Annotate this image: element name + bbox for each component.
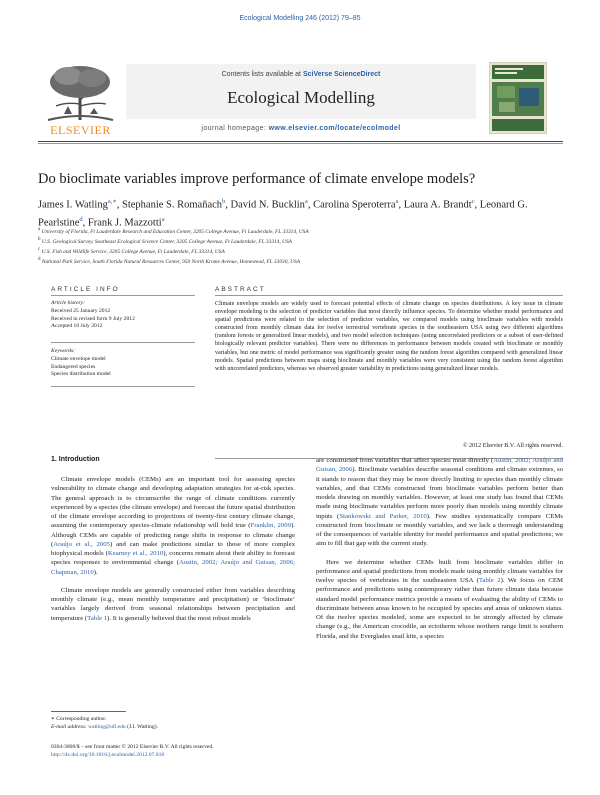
- divider: [51, 386, 195, 387]
- author-name[interactable]: Frank J. Mazzotti: [87, 217, 162, 228]
- copyright-notice: © 2012 Elsevier B.V. All rights reserved.: [462, 443, 563, 449]
- author-affiliation-marker[interactable]: a: [304, 198, 308, 205]
- body-column-right: [316, 456, 563, 641]
- author-affiliation-marker[interactable]: a: [395, 198, 399, 205]
- body-paragraph: Climate envelope models are generally constructed either from variables describing monthly climate (e.g., mean monthly temperature and precipitation) or ‘bioclimate’ variables largely derived from seasonal relationships between precipitation and temperature (Table 1). It is generally believed that the most robust models: [51, 586, 295, 622]
- citation-link[interactable]: Franklin, 2009: [250, 522, 292, 530]
- header-rule-thin: [38, 143, 563, 144]
- article-title: Do bioclimate variables improve performance of climate envelope models?: [38, 171, 476, 187]
- keywords-label: Keywords:: [51, 348, 76, 354]
- affiliation-text: U.S. Fish and Wildlife Service, 3205 College Avenue, Ft Lauderdale, FL 33314, USA: [41, 248, 225, 255]
- keywords: [51, 348, 195, 379]
- article-history: [51, 300, 195, 331]
- affiliation-marker: c: [38, 247, 41, 253]
- header-rule: [38, 141, 563, 142]
- abstract-text: Climate envelope models are widely used to forecast potential effects of climate change on species distributions. A key issue in climate envelope modeling is the selection of predictor variables that most directly influence species. To determine whether model performance and spatial predictions were related to the selection of predictor variables, we compared models using bioclimate variables with models constructed from monthly climate data for twelve terrestrial vertebrate species in the southeastern USA using two different algorithms (random forests or generalized linear models), and two model selection techniques (using uncorrelated predictors or a subset of user-defined biologically relevant predictor variables). There were no differences in performance between models created with bioclimate or monthly variables, but one metric of model performance was significantly greater using the random forest algorithm compared with generalized linear models. Spatial predictions between maps using bioclimate and monthly variables were very consistent using the random forest algorithm with uncorrelated predictors, whereas we observed greater variability in predictions using generalized linear models.: [215, 301, 563, 372]
- homepage-line: [126, 125, 476, 132]
- elsevier-wordmark: ELSEVIER: [50, 123, 111, 137]
- email-line: [51, 723, 295, 731]
- author-affiliation-marker[interactable]: a: [161, 215, 165, 223]
- contents-line: [126, 71, 476, 78]
- affiliation-list: [38, 226, 558, 266]
- affiliation-item: [38, 236, 558, 246]
- citation-link[interactable]: Stankowski and Parker, 2010: [339, 512, 427, 520]
- citation-link[interactable]: Araújo et al., 2005: [53, 540, 111, 548]
- body-paragraph: Climate envelope models (CEMs) are an important tool for assessing species vulnerability to climate change and developing adaptation strategies for at-risk species. The general approach is to circumscribe the range of climate conditions currently experienced by a species (the climate envelope) and forecast the future spatial distribution of the climate envelope according to projections of twenty-first century climate change, assuming the contemporary species-climate relationship will hold true (Franklin, 2009). Although CEMs are capable of predicting range shifts in response to climate change (Araújo et al., 2005) and can make predictions similar to those of more complex biophysical models (Kearney et al., 2010), concerns remain about their ability to forecast species responses to environmental change (Austin, 2002; Araújo and Guisan, 2006; Chapman, 2010).: [51, 476, 295, 576]
- affiliation-marker: a: [38, 227, 41, 232]
- email-label: E-mail address:: [51, 724, 87, 730]
- doi-link[interactable]: http://dx.doi.org/10.1016/j.ecolmodel.2012.07.018: [51, 752, 165, 758]
- author-name[interactable]: Stephanie S. Romañach: [122, 199, 223, 211]
- footnote-rule: [51, 711, 126, 712]
- footnote: [51, 715, 295, 731]
- author-affiliation-marker[interactable]: b: [222, 198, 226, 205]
- author-affiliation-marker[interactable]: a,∗: [107, 198, 117, 205]
- body-column-left: [51, 475, 295, 623]
- divider: [51, 295, 195, 296]
- author-affiliation-marker[interactable]: d: [79, 215, 83, 223]
- corresponding-author-note: ∗ Corresponding author.: [51, 716, 107, 722]
- homepage-prefix: journal homepage:: [201, 125, 267, 132]
- author-list: James I. Watling$^{a,∗}$, Stephanie S. Romañach$^b$, David N. Bucklin$^a$, Carolina Speroterra$^a$, Laura A. Brandt$^c$, Leonard G. Pearlstine$^d$, Frank J. Mazzotti$^a$: [38, 198, 528, 228]
- divider: [215, 295, 563, 296]
- divider: [51, 342, 195, 343]
- affiliation-item: [38, 246, 558, 256]
- history-accepted: Accepted 10 July 2012: [51, 323, 103, 330]
- keyword-item: Endangered species: [51, 363, 96, 370]
- journal-title: Ecological Modelling: [227, 88, 375, 107]
- email-suffix: (J.I. Watling).: [127, 724, 158, 730]
- affiliation-marker: d: [38, 257, 41, 263]
- body-paragraph: are constructed from variables that affect species most directly (Austin, 2002; Araújo and Guisan, 2006). Bioclimate variables describe seasonal conditions and climate extremes, so it stands to reason that they may be more directly limiting to species than monthly climate variables, and that CEMs constructed from bioclimate variables perform better than models drawing on monthly variables. However, at least one study has found that CEMs made using bioclimate variables perform more poorly than models using monthly climate inputs (Stankowski and Parker, 2010). Few studies systematically compare CEMs constructed from bioclimate or monthly variables, and we lack a thorough understanding of the consequences of variable identity for model performance and spatial predictions; we aim to fill that gap with the current study.: [316, 457, 564, 548]
- body-paragraph: Here we determine whether CEMs built from bioclimate variables differ in performance and spatial predictions from models made using monthly climate variables for twelve species of vertebrates in the southeastern USA (Table 2). We focus on CEM performance and predictions using contemporary rather than future climate data because standard model performance metrics provide a means of evaluating the ability of CEMs to discriminate between areas known to be occupied by species and areas of unknown status. Of the twelve species modeled, some are expected to be strongly affected by climate change (e.g., the American crocodile, an ectotherm whose northern range limit is southern Florida, and the Everglades snail kite, a species: [316, 558, 563, 640]
- contents-prefix: Contents lists available at: [221, 71, 301, 78]
- history-label: Article history:: [51, 300, 86, 306]
- author-name[interactable]: Leonard G. Pearlstine: [38, 199, 528, 228]
- issn-block: [51, 743, 311, 759]
- affiliation-text: U.S. Geological Survey, Southeast Ecological Science Center, 3205 College Avenue, Ft Lauderdale, FL 33314, USA: [41, 238, 292, 245]
- history-revised: Received in revised form 9 July 2012: [51, 315, 135, 322]
- journal-cover-image[interactable]: [489, 62, 547, 134]
- citation-link[interactable]: Kearney et al., 2010: [107, 550, 164, 557]
- author-name[interactable]: James I. Watling: [38, 199, 108, 211]
- abstract-heading: ABSTRACT: [215, 286, 266, 293]
- author-affiliation-marker[interactable]: c: [471, 198, 475, 205]
- journal-reference[interactable]: Ecological Modelling 246 (2012) 79–85: [239, 15, 361, 22]
- table-link[interactable]: Table 2: [478, 577, 501, 584]
- issn-line: 0304-3800/$ – see front matter © 2012 Elsevier B.V. All rights reserved.: [51, 744, 214, 750]
- keyword-item: Climate envelope model: [51, 355, 106, 362]
- affiliation-text: University of Florida, Ft Lauderdale Research and Education Center, 3205 College Avenue, Ft Lauderdale, FL 33314, USA: [41, 228, 309, 235]
- affiliation-item: [38, 226, 558, 236]
- citation-link[interactable]: Austin, 2002; Araújo and Guisan, 2006; Chapman, 2010: [51, 559, 295, 576]
- citation-link[interactable]: Austin, 2002; Araújo and Guisan, 2006: [316, 457, 563, 474]
- affiliation-item: [38, 256, 558, 266]
- sciencedirect-link[interactable]: SciVerse ScienceDirect: [302, 71, 381, 78]
- affiliation-marker: b: [38, 237, 41, 243]
- email-link[interactable]: watling@ufl.edu: [88, 724, 126, 730]
- affiliation-text: National Park Service, South Florida Natural Resources Center, 950 North Krome Avenue, Homestead, FL 33030, USA: [41, 259, 300, 266]
- author-name[interactable]: David N. Bucklin: [230, 199, 305, 211]
- article-info-heading: ARTICLE INFO: [51, 286, 120, 293]
- history-received: Received 25 January 2012: [51, 307, 111, 314]
- section-heading-introduction: 1. Introduction: [51, 456, 100, 463]
- author-name[interactable]: Laura A. Brandt: [403, 199, 472, 211]
- author-name[interactable]: Carolina Speroterra: [313, 199, 396, 211]
- keyword-item: Species distribution model: [51, 371, 111, 378]
- table-link[interactable]: Table 1: [87, 614, 108, 622]
- homepage-link[interactable]: www.elsevier.com/locate/ecolmodel: [268, 125, 401, 132]
